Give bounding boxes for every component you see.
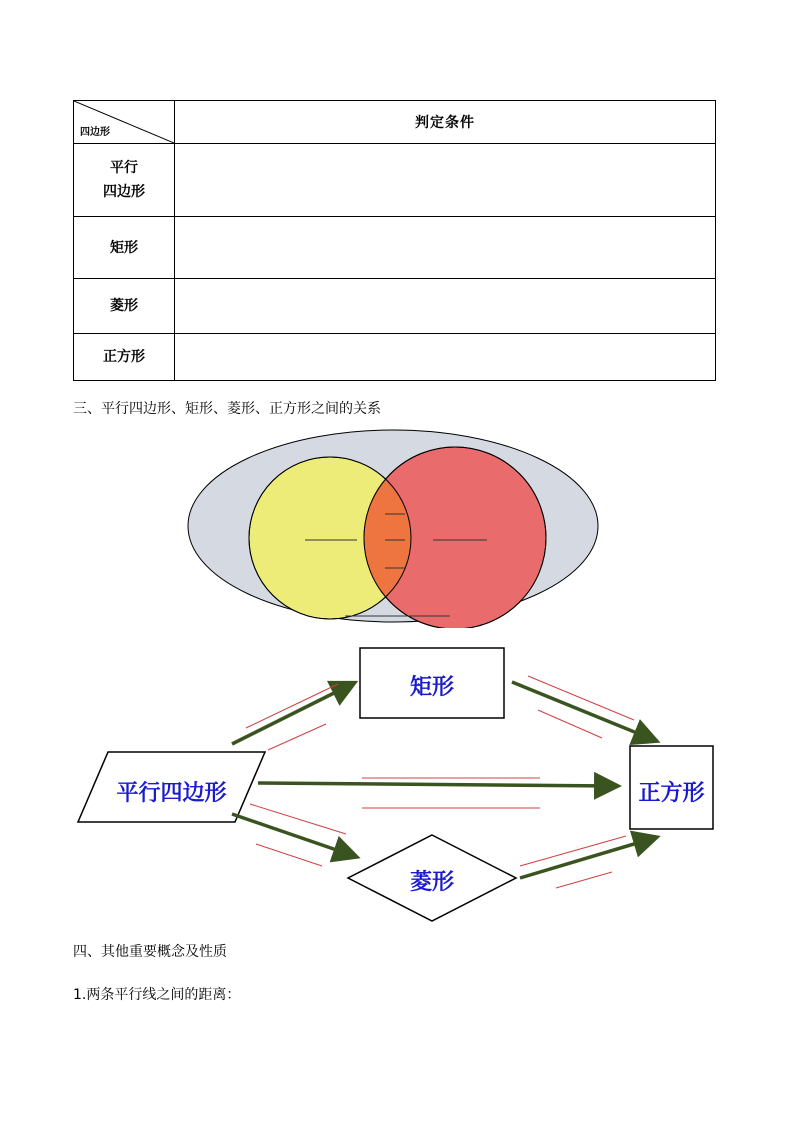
section4-item1: 1.两条平行线之间的距离： bbox=[73, 987, 241, 1003]
section3-title: 三、平行四边形、矩形、菱形、正方形之间的关系 bbox=[73, 401, 381, 417]
criteria-cell-rhombus[interactable] bbox=[175, 279, 716, 334]
row-label-rectangle: 矩形 bbox=[74, 217, 175, 279]
hint-line bbox=[556, 872, 612, 888]
row-label-rhombus: 菱形 bbox=[74, 279, 175, 334]
row-label-parallelogram: 平行 四边形 bbox=[74, 144, 175, 217]
criteria-cell-square[interactable] bbox=[175, 334, 716, 381]
row-label-square: 正方形 bbox=[74, 334, 175, 381]
hint-line bbox=[528, 676, 634, 720]
rhombus-label: 菱形 bbox=[409, 870, 454, 895]
criteria-table bbox=[73, 100, 716, 381]
parallelogram-label: 平行四边形 bbox=[116, 781, 227, 806]
square-label: 正方形 bbox=[638, 781, 705, 806]
rectangle-label: 矩形 bbox=[409, 675, 454, 700]
arrow-rhombus-to-square bbox=[520, 838, 654, 878]
arrow-parallelogram-to-rhombus bbox=[232, 814, 354, 856]
criteria-cell-parallelogram[interactable] bbox=[175, 144, 716, 217]
venn-diagram bbox=[185, 428, 610, 628]
hint-line bbox=[250, 804, 346, 834]
section4-title: 四、其他重要概念及性质 bbox=[73, 944, 227, 960]
hint-line bbox=[256, 844, 322, 866]
arrow-rectangle-to-square bbox=[512, 682, 654, 740]
corner-cell bbox=[74, 101, 175, 144]
corner-label: 四边形 bbox=[80, 127, 110, 138]
header-cell: 判定条件 bbox=[175, 101, 716, 144]
hint-line bbox=[246, 684, 338, 728]
arrow-parallelogram-to-rectangle bbox=[232, 684, 352, 744]
criteria-cell-rectangle[interactable] bbox=[175, 217, 716, 279]
hint-line bbox=[268, 724, 326, 750]
arrow-parallelogram-to-square bbox=[258, 783, 615, 786]
